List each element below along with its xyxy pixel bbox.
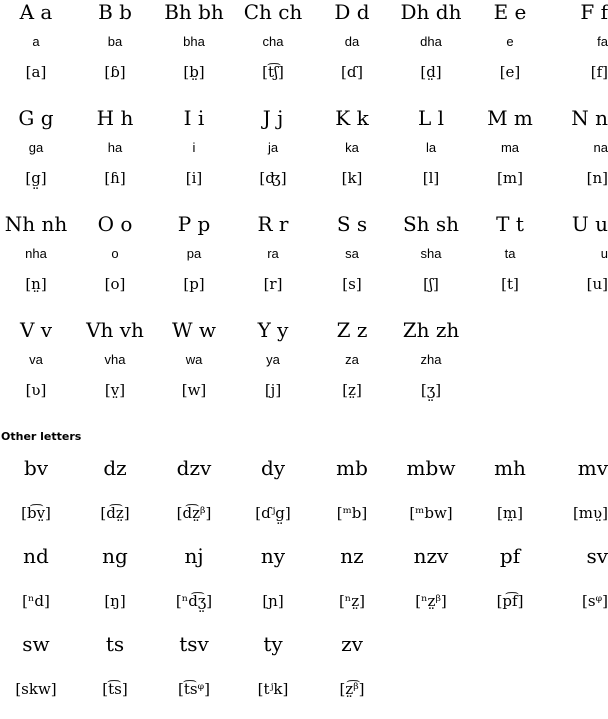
other-letters-cell [233,631,313,699]
other-letters-cell [391,543,471,611]
letter: mv [577,456,608,480]
letter: sv [586,544,608,568]
letter-name: a [32,34,40,49]
ipa-transcription: [z̤͡ᵝ] [339,680,365,698]
letter: mbw [406,456,456,480]
alphabet-cell [233,106,313,188]
letter: Ch ch [243,0,303,24]
letter: nz [340,544,364,568]
ipa-transcription: [p] [183,275,205,293]
letter: M m [487,106,533,130]
alphabet-cell [312,106,392,188]
ipa-transcription: [v̤] [104,381,126,399]
other-letters-cell [0,455,76,523]
other-letters-cell [75,455,155,523]
ipa-transcription: [i] [185,169,203,187]
alphabet-cell [75,106,155,188]
alphabet-cell [391,318,471,400]
letter: dzv [176,456,212,480]
other-letters-cell [154,455,234,523]
ipa-transcription: [m̤] [497,504,523,522]
ipa-transcription: [ⁿd͡ʒ̤] [175,592,213,610]
letter: D d [334,0,370,24]
letter: V v [19,318,53,342]
other-letters-cell [312,455,392,523]
ipa-transcription: [j] [264,381,282,399]
ipa-transcription: [ɗ] [341,63,363,81]
ipa-transcription: [k] [341,169,363,187]
other-letters-row [0,543,608,631]
ipa-transcription: [s] [342,275,362,293]
ipa-transcription: [d͡z̤] [100,504,130,522]
alphabet-row [0,212,608,318]
letter: dy [260,456,286,480]
ipa-transcription: [tʲk] [257,680,289,698]
ipa-transcription: [skw] [15,680,57,698]
letter-name: dha [420,34,442,49]
letter: Dh dh [400,0,462,24]
letter: N n [571,106,608,130]
letter-name: ba [107,34,123,49]
ipa-transcription: [n] [586,169,608,187]
letter-name: da [344,34,360,49]
ipa-transcription: [mʋ̤] [572,504,608,522]
alphabet-cell [391,106,471,188]
ipa-transcription: [ʃ] [423,275,439,293]
letter-name: o [111,246,119,261]
letter: Nh nh [4,212,68,236]
ipa-transcription: [b̤] [183,63,205,81]
letter: nd [23,544,49,568]
ipa-transcription: [ɲ] [262,592,284,610]
other-letters-cell [0,543,76,611]
other-letters-row [0,455,608,543]
ipa-transcription: [t͡s] [102,680,128,698]
letter: bv [23,456,49,480]
letter-name: ja [267,140,279,155]
alphabet-cell [0,106,76,188]
alphabet-cell [312,318,392,400]
letter: G g [18,106,54,130]
alphabet-cell [528,212,608,294]
other-letters-cell [391,455,471,523]
alphabet-row [0,106,608,212]
letter: Bh bh [164,0,224,24]
letter-name: bha [183,34,205,49]
letter: T t [496,212,524,236]
ipa-transcription: [f] [590,63,608,81]
ipa-transcription: [a] [25,63,47,81]
letter: P p [177,212,211,236]
ipa-transcription: [sᵠ] [581,592,608,610]
other-letters-grid [0,455,608,719]
letter: H h [96,106,134,130]
alphabet-cell [0,0,76,82]
letter-name: ka [345,140,359,155]
letter-name: ra [267,246,279,261]
alphabet-cell [233,212,313,294]
ipa-transcription: [p͡f] [496,592,524,610]
letter-name: na [593,140,608,155]
letter: S s [336,212,368,236]
letter: sw [22,632,50,656]
ipa-transcription: [ⁿz̤ᵝ] [415,592,447,610]
other-letters-cell [0,631,76,699]
ipa-transcription: [ᵐb] [336,504,368,522]
alphabet-cell [391,212,471,294]
letter-name: fa [597,34,608,49]
other-letters-row [0,631,608,719]
letter: ny [260,544,286,568]
alphabet-cell [75,0,155,82]
letter-name: cha [262,34,284,49]
alphabet-cell [154,106,234,188]
letter-name: nha [25,246,47,261]
ipa-transcription: [t] [501,275,519,293]
letter: E e [493,0,527,24]
other-letters-heading: Other letters [1,430,82,443]
letter-name: wa [185,352,203,367]
ipa-transcription: [z̤] [342,381,362,399]
letter-name: la [425,140,437,155]
ipa-transcription: [o] [104,275,126,293]
letter: zv [341,632,363,656]
letter-name: i [192,140,196,155]
other-letters-cell [528,543,608,611]
letter: Sh sh [402,212,460,236]
other-letters-cell [233,455,313,523]
letter-name: sa [345,246,359,261]
ipa-transcription: [ʒ̤] [420,381,442,399]
alphabet-cell [528,0,608,82]
letter-name: ya [266,352,280,367]
ipa-transcription: [r] [263,275,283,293]
letter: R r [257,212,289,236]
ipa-transcription: [ɦ] [104,169,126,187]
alphabet-row [0,0,608,106]
letter-name: e [506,34,514,49]
ipa-transcription: [ɓ] [104,63,126,81]
ipa-transcription: [u] [586,275,608,293]
ipa-transcription: [t͡sᵠ] [177,680,211,698]
letter: mb [336,456,368,480]
other-letters-cell [75,543,155,611]
alphabet-cell [75,212,155,294]
letter-name: ma [500,140,520,155]
letter: Y y [257,318,289,342]
letter: ng [102,544,128,568]
ipa-transcription: [w] [181,381,207,399]
letter: dz [103,456,127,480]
other-letters-cell [312,631,392,699]
other-letters-cell [312,543,392,611]
alphabet-cell [391,0,471,82]
other-letters-cell [154,543,234,611]
letter: K k [335,106,369,130]
letter: Z z [336,318,368,342]
letter: Vh vh [86,318,144,342]
alphabet-row [0,318,608,424]
letter-name: u [600,246,608,261]
letter: ts [105,632,125,656]
ipa-transcription: [n̤] [25,275,47,293]
letter: W w [171,318,217,342]
alphabet-cell [312,0,392,82]
other-letters-cell [233,543,313,611]
letter-name: ta [504,246,516,261]
letter-name: va [29,352,43,367]
ipa-transcription: [ʤ] [259,169,287,187]
letter: O o [97,212,133,236]
other-letters-cell [528,455,608,523]
letter: I i [183,106,205,130]
alphabet-cell [154,212,234,294]
ipa-transcription: [l] [422,169,440,187]
letter: F f [580,0,608,24]
letter: tsv [179,632,209,656]
ipa-transcription: [t͡ʃ] [262,63,284,81]
letter-name: ga [28,140,44,155]
ipa-transcription: [d͡z̤ᵝ] [176,504,212,522]
letter: B b [98,0,132,24]
ipa-transcription: [b͡v̤] [21,504,51,522]
letter: A a [19,0,53,24]
alphabet-cell [75,318,155,400]
other-letters-cell [75,631,155,699]
ipa-transcription: [g̤] [25,169,47,187]
alphabet-cell [528,106,608,188]
alphabet-cell [233,318,313,400]
letter-name: zha [420,352,442,367]
letter-name: pa [186,246,202,261]
ipa-transcription: [ⁿz̤] [338,592,366,610]
ipa-transcription: [ɗʲg̤] [255,504,291,522]
letter: U u [571,212,608,236]
letter-name: ha [107,140,123,155]
alphabet-cell [0,318,76,400]
letter: ty [263,632,283,656]
alphabet-cell [0,212,76,294]
ipa-transcription: [m] [497,169,523,187]
ipa-transcription: [ⁿd] [22,592,50,610]
letter-name: sha [420,246,442,261]
other-letters-cell [154,631,234,699]
alphabet-cell [233,0,313,82]
letter: nj [184,544,204,568]
ipa-transcription: [e] [499,63,521,81]
letter: pf [499,544,521,568]
letter-name: vha [104,352,126,367]
letter: L l [417,106,445,130]
letter: nzv [413,544,449,568]
letter: J j [262,106,284,130]
alphabet-cell [154,0,234,82]
ipa-transcription: [ᵐbw] [409,504,453,522]
ipa-transcription: [ŋ] [104,592,126,610]
alphabet-cell [312,212,392,294]
ipa-transcription: [d̤] [420,63,442,81]
letter-name: za [345,352,359,367]
alphabet-cell [154,318,234,400]
letter: mh [494,456,526,480]
ipa-transcription: [ʋ] [25,381,47,399]
letter: Zh zh [402,318,460,342]
